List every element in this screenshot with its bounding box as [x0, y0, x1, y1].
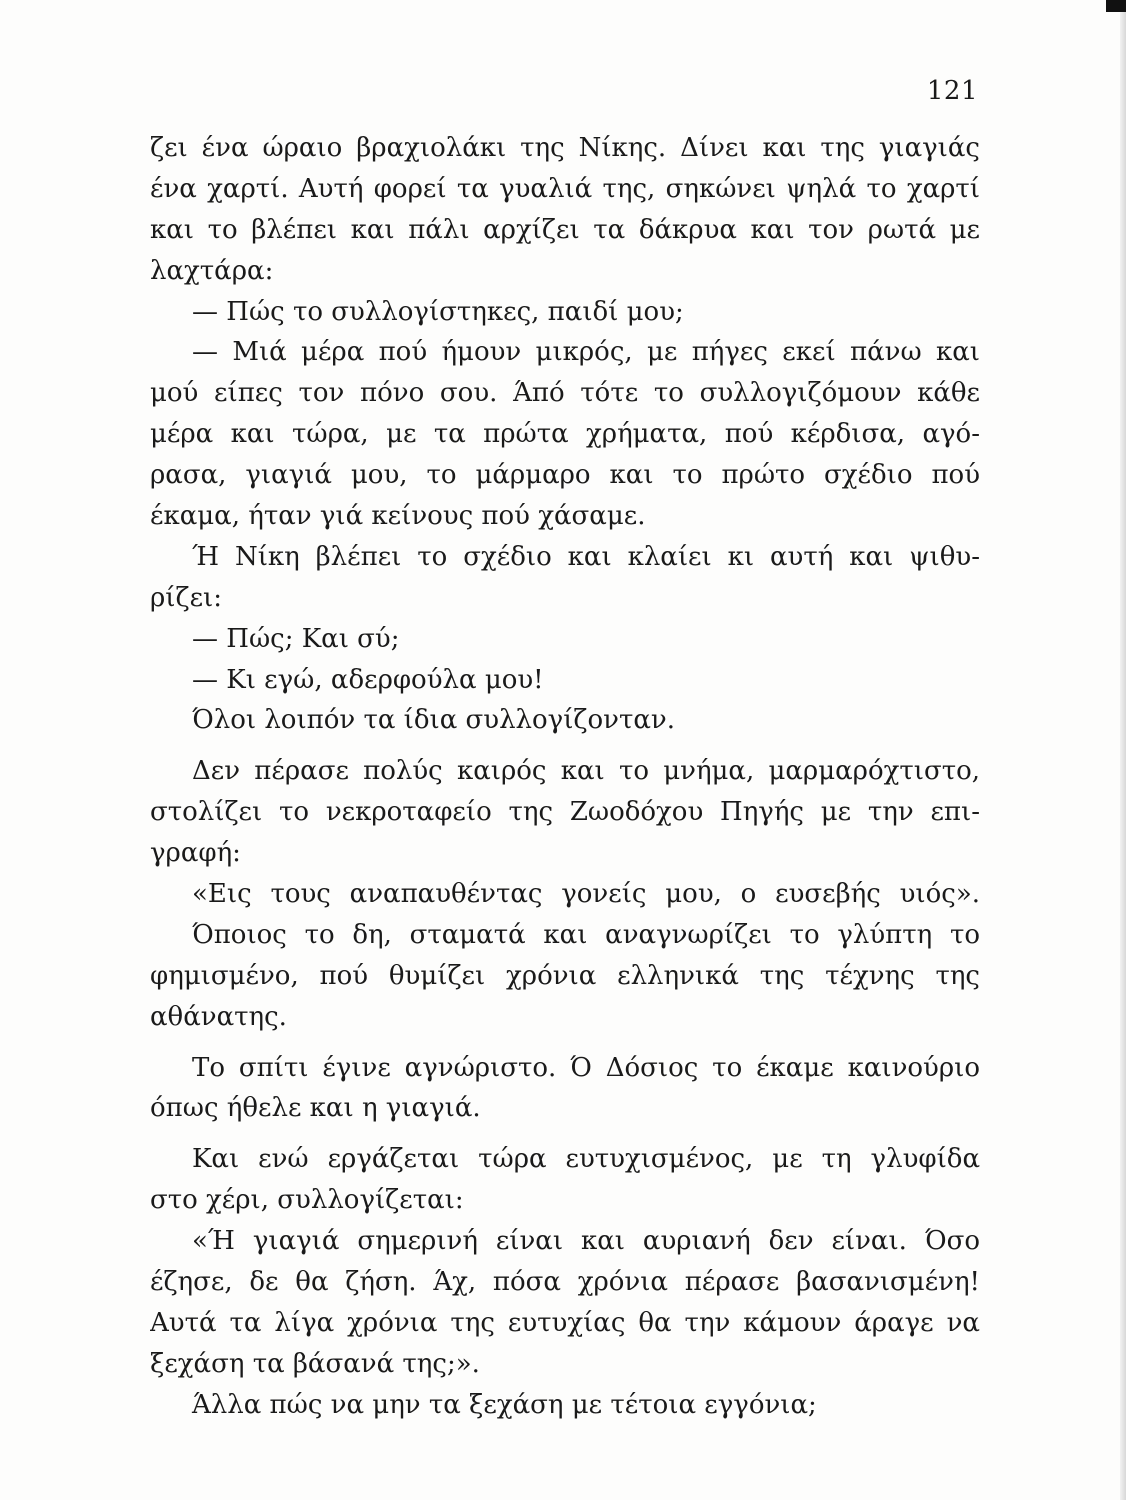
scan-corner-mark	[1106, 0, 1126, 12]
text-line: ένα χαρτί. Αυτή φορεί τα γυαλιά της, σηκώνει ψηλά το χαρτί	[150, 173, 980, 204]
text-line: Αυτά τα λίγα χρόνια της ευτυχίας θα την κάμουν άραγε να	[150, 1307, 980, 1338]
text-line: Ή Νίκη βλέπει το σχέδιο και κλαίει κι αυτή και ψιθυ-	[192, 541, 980, 572]
text-line: — Κι εγώ, αδερφούλα μου!	[192, 664, 544, 695]
page-edge-shadow	[1120, 0, 1126, 1500]
text-line: γραφή:	[150, 838, 241, 869]
text-line: και το βλέπει και πάλι αρχίζει τα δάκρυα και τον ρωτά με	[150, 214, 980, 245]
text-line: ρασα, γιαγιά μου, το μάρμαρο και το πρώτο σχέδιο πού	[150, 460, 980, 491]
text-line: Το σπίτι έγινε αγνώριστο. Ό Δόσιος το έκαμε καινούριο	[192, 1052, 980, 1083]
text-line: στολίζει το νεκροταφείο της Ζωοδόχου Πηγής με την επι-	[150, 797, 980, 828]
text-line: «Ή γιαγιά σημερινή είναι και αυριανή δεν είναι. Όσο	[192, 1226, 980, 1257]
page-number: 121	[926, 76, 978, 106]
text-line: Και ενώ εργάζεται τώρα ευτυχισμένος, με τη γλυφίδα	[192, 1144, 980, 1175]
text-line: Άλλα πώς να μην τα ξεχάση με τέτοια εγγόνια;	[192, 1389, 817, 1420]
text-line: μέρα και τώρα, με τα πρώτα χρήματα, πού κέρδισα, αγό-	[150, 419, 980, 450]
text-line: — Πώς το συλλογίστηκες, παιδί μου;	[192, 296, 684, 327]
text-line: Όποιος το δη, σταματά και αναγνωρίζει το γλύπτη το	[192, 919, 980, 950]
text-line: έκαμα, ήταν γιά κείνους πού χάσαμε.	[150, 501, 646, 532]
text-line: φημισμένο, πού θυμίζει χρόνια ελληνικά της τέχνης της	[150, 960, 980, 991]
text-line: όπως ήθελε και η γιαγιά.	[150, 1093, 481, 1124]
text-line: — Πώς; Και σύ;	[192, 623, 400, 654]
text-line: λαχτάρα:	[150, 255, 274, 286]
text-line: στο χέρι, συλλογίζεται:	[150, 1185, 464, 1216]
text-line: — Μιά μέρα πού ήμουν μικρός, με πήγες εκεί πάνω και	[192, 337, 980, 368]
text-line: Δεν πέρασε πολύς καιρός και το μνήμα, μαρμαρόχτιστο,	[192, 756, 980, 787]
text-line: ξεχάση τα βάσανά της;».	[150, 1348, 480, 1379]
text-line: Όλοι λοιπόν τα ίδια συλλογίζονταν.	[192, 705, 675, 736]
text-line: ζει ένα ώραιο βραχιολάκι της Νίκης. Δίνει και της γιαγιάς	[150, 133, 980, 163]
body-text	[150, 128, 980, 1426]
text-line: ρίζει:	[150, 582, 222, 613]
text-line: αθάνατης.	[150, 1001, 287, 1032]
text-line: «Εις τους αναπαυθέντας γονείς μου, ο ευσεβής υιός».	[192, 879, 980, 910]
text-line: έζησε, δε θα ζήση. Άχ, πόσα χρόνια πέρασε βασανισμένη!	[150, 1267, 980, 1298]
text-line: μού είπες τον πόνο σου. Άπό τότε το συλλογιζόμουν κάθε	[150, 378, 980, 409]
